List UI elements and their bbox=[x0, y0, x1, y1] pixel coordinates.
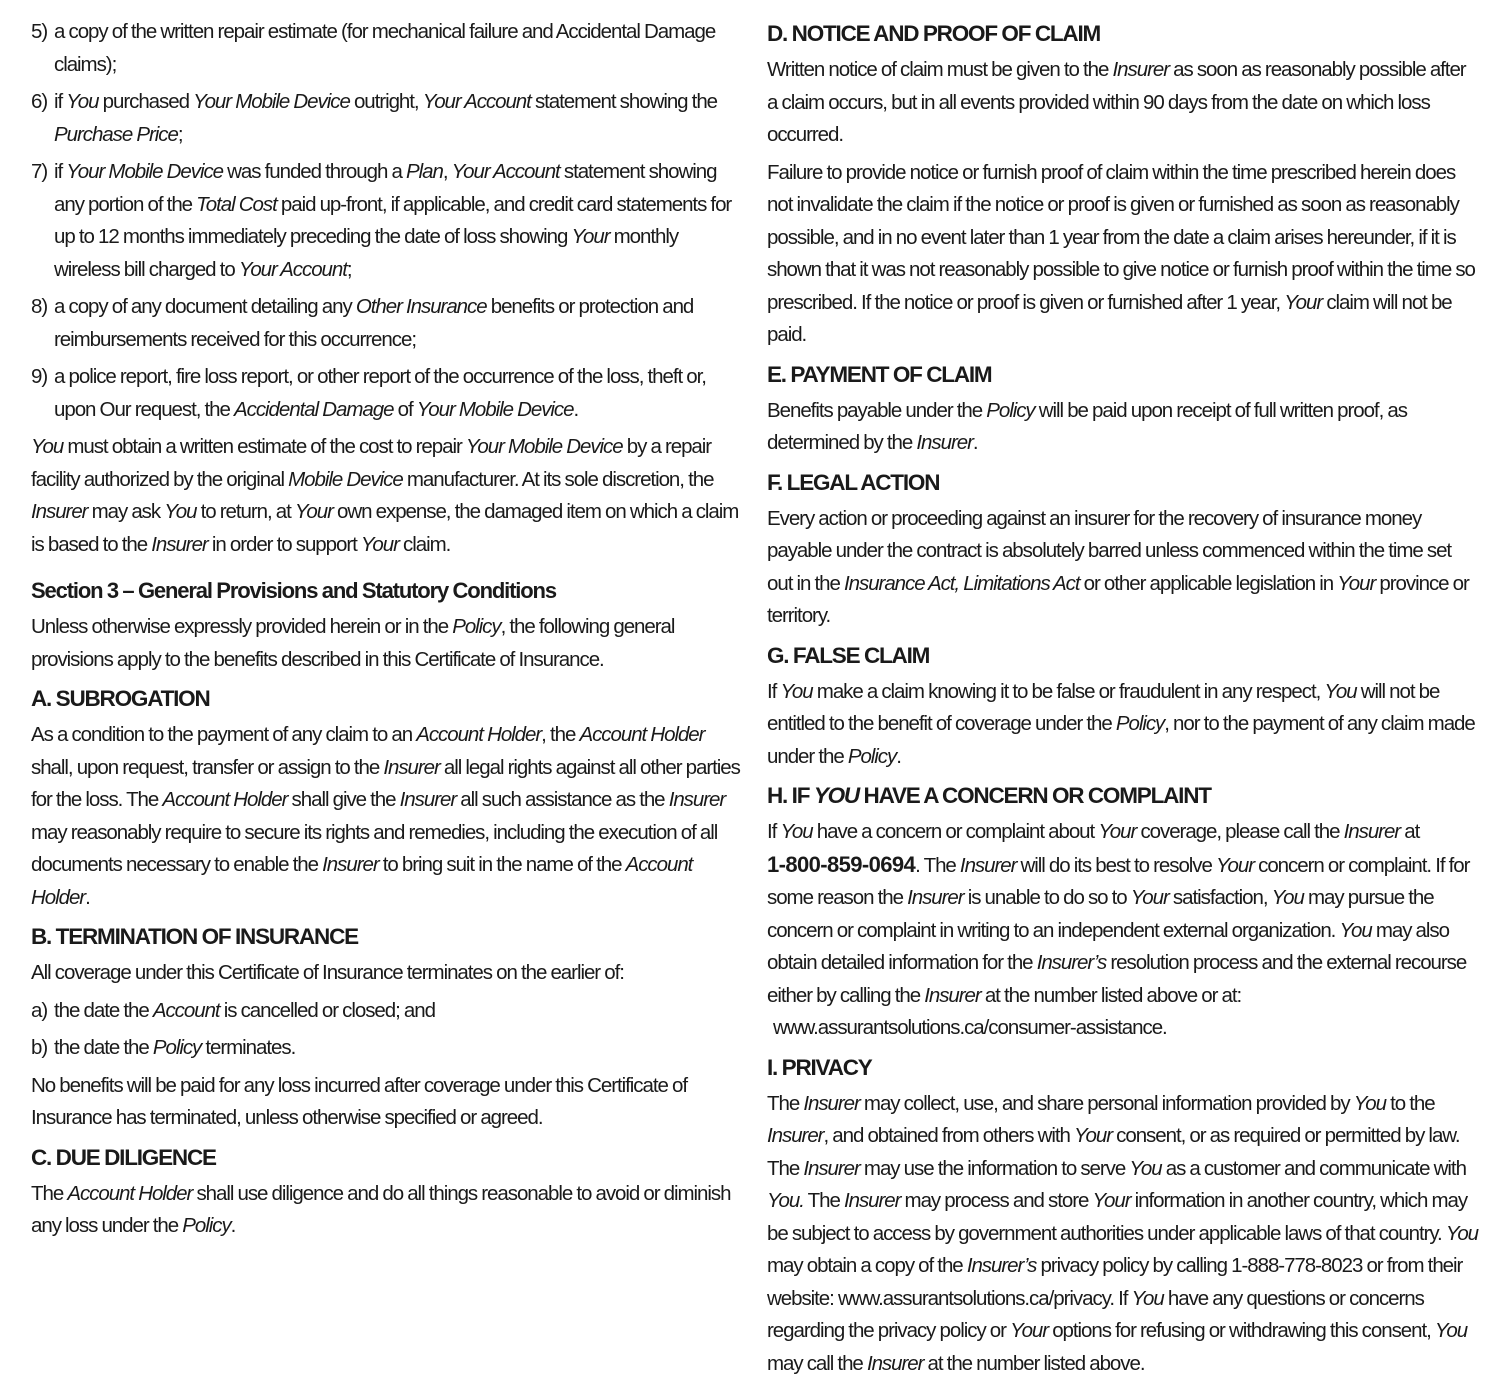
payment-paragraph: Benefits payable under the Policy will be paid upon receipt of full written proof, as determined by the Insurer. bbox=[767, 398, 1407, 454]
claim-requirement-item-7: 7) if Your Mobile Device was funded through a Plan, Your Account statement showing any portion of the Total Cost paid up-front, if applicable, and credit card statements for up to 12 months immediately preceding the date of loss showing Your monthly wireless bill charged to Your Account; bbox=[31, 156, 743, 286]
claim-requirement-item-6: 6) if You purchased Your Mobile Device outright, Your Account statement showing the Purchase Price; bbox=[31, 86, 743, 151]
termination-item-a: a) the date the Account is cancelled or closed; and bbox=[31, 998, 435, 1022]
subrogation-heading: A. SUBROGATION bbox=[31, 686, 210, 711]
item-number: 7) bbox=[31, 160, 48, 183]
legal-action-heading: F. LEGAL ACTION bbox=[767, 469, 940, 495]
concern-heading: H. IF YOU HAVE A CONCERN OR COMPLAINT bbox=[767, 783, 1211, 808]
false-claim-heading: G. FALSE CLAIM bbox=[767, 642, 930, 668]
insurer-phone-number: 1-800-859-0694 bbox=[767, 851, 916, 877]
section-3-heading: Section 3 – General Provisions and Statutory Conditions bbox=[31, 578, 556, 603]
false-claim-paragraph: If You make a claim knowing it to be false or fraudulent in any respect, You will not be entitled to the benefit of coverage under the Policy, nor to the payment of any claim made under the Policy. bbox=[767, 679, 1475, 768]
subrogation-paragraph: As a condition to the payment of any claim to an Account Holder, the Account Holder shall, upon request, transfer or assign to the Insurer all legal rights against all other parties for the loss. The Account Holder shall give the Insurer all such assistance as the Insurer may reasonably require to secure its rights and remedies, including the execution of all documents necessary to enable the Insurer to bring suit in the name of the Account Holder. bbox=[31, 723, 740, 909]
repair-estimate-paragraph: You must obtain a written estimate of the cost to repair Your Mobile Device by a repair facility authorized by the original Mobile Device manufacturer. At its sole discretion, the Insurer may ask You to return, at Your own expense, the damaged item on which a claim is based to the Insurer in order to support Your claim. bbox=[31, 435, 739, 556]
claim-requirement-item-5: 5) a copy of the written repair estimate (for mechanical failure and Accidental Damage claims); bbox=[31, 16, 743, 81]
item-number: 6) bbox=[31, 90, 48, 113]
legal-action-paragraph: Every action or proceeding against an insurer for the recovery of insurance money payable under the contract is absolutely barred unless commenced within the time set out in the Insurance Act, Limitations Act or other applicable legislation in Your province or territory. bbox=[767, 506, 1469, 627]
right-column bbox=[767, 16, 1479, 1385]
termination-heading: B. TERMINATION OF INSURANCE bbox=[31, 924, 358, 949]
concern-paragraph: If You have a concern or complaint about Your coverage, please call the Insurer at 1-800-859-0694. The Insurer will do its best to resolve Your concern or complaint. If for some reason the Insurer is unable to do so to Your satisfaction, You may pursue the concern or complaint in writing to an independent external organization. You may also obtain detailed information for the Insurer’s resolution process and the external recourse either by calling the Insurer at the number listed above or at: www.assurantsolutions.ca/consumer-assistance. bbox=[767, 820, 1470, 1039]
item-number: 5) bbox=[31, 20, 48, 43]
due-diligence-paragraph: The Account Holder shall use diligence and do all things reasonable to avoid or diminish any loss under the Policy. bbox=[31, 1181, 731, 1237]
privacy-paragraph: The Insurer may collect, use, and share personal information provided by You to the Insurer, and obtained from others with Your consent, or as required or permitted by law. The Insurer may use the information to serve You as a customer and communicate with You. The Insurer may process and store Your information in another country, which may be subject to access by government authorities under applicable laws of that country. You may obtain a copy of the Insurer’s privacy policy by calling 1-888-778-8023 or from their website: www.assurantsolutions.ca/privacy. If You have any questions or concerns regarding the privacy policy or Your options for refusing or withdrawing this consent, You may call the Insurer at the number listed above. bbox=[767, 1091, 1479, 1375]
payment-heading: E. PAYMENT OF CLAIM bbox=[767, 361, 992, 387]
notice-paragraph-1: Written notice of claim must be given to the Insurer as soon as reasonably possible after a claim occurs, but in all events provided within 90 days from the date on which loss occurred. bbox=[767, 58, 1466, 146]
left-column bbox=[31, 16, 743, 1248]
termination-item-b: b) the date the Policy terminates. bbox=[31, 1036, 296, 1059]
claim-requirement-item-8: 8) a copy of any document detailing any Other Insurance benefits or protection and reimbursements received for this occurrence; bbox=[31, 291, 743, 356]
termination-closing: No benefits will be paid for any loss incurred after coverage under this Certificate of Insurance has terminated, unless otherwise specified or agreed. bbox=[31, 1073, 687, 1129]
notice-heading: D. NOTICE AND PROOF OF CLAIM bbox=[767, 21, 1101, 46]
section-3-intro: Unless otherwise expressly provided herein or in the Policy, the following general provisions apply to the benefits described in this Certificate of Insurance. bbox=[31, 615, 675, 671]
notice-paragraph-2: Failure to provide notice or furnish proof of claim within the time prescribed herein does not invalidate the claim if the notice or proof is given or furnished as soon as reasonably possible, and in no event later than 1 year from the date a claim arises hereunder, if it is shown that it was not reasonably possible to give notice or furnish proof within the time so prescribed. If the notice or proof is given or furnished after 1 year, Your claim will not be paid. bbox=[767, 160, 1475, 346]
consumer-assistance-url: www.assurantsolutions.ca/consumer-assistance. bbox=[773, 1016, 1167, 1039]
claim-requirement-item-9: 9) a police report, fire loss report, or other report of the occurrence of the loss, theft or, upon Our request, the Accidental Damage of Your Mobile Device. bbox=[31, 361, 743, 426]
privacy-heading: I. PRIVACY bbox=[767, 1054, 872, 1080]
due-diligence-heading: C. DUE DILIGENCE bbox=[31, 1144, 216, 1170]
termination-intro: All coverage under this Certificate of Insurance terminates on the earlier of: bbox=[31, 961, 624, 984]
item-number: 9) bbox=[31, 365, 48, 388]
item-number: 8) bbox=[31, 295, 48, 318]
